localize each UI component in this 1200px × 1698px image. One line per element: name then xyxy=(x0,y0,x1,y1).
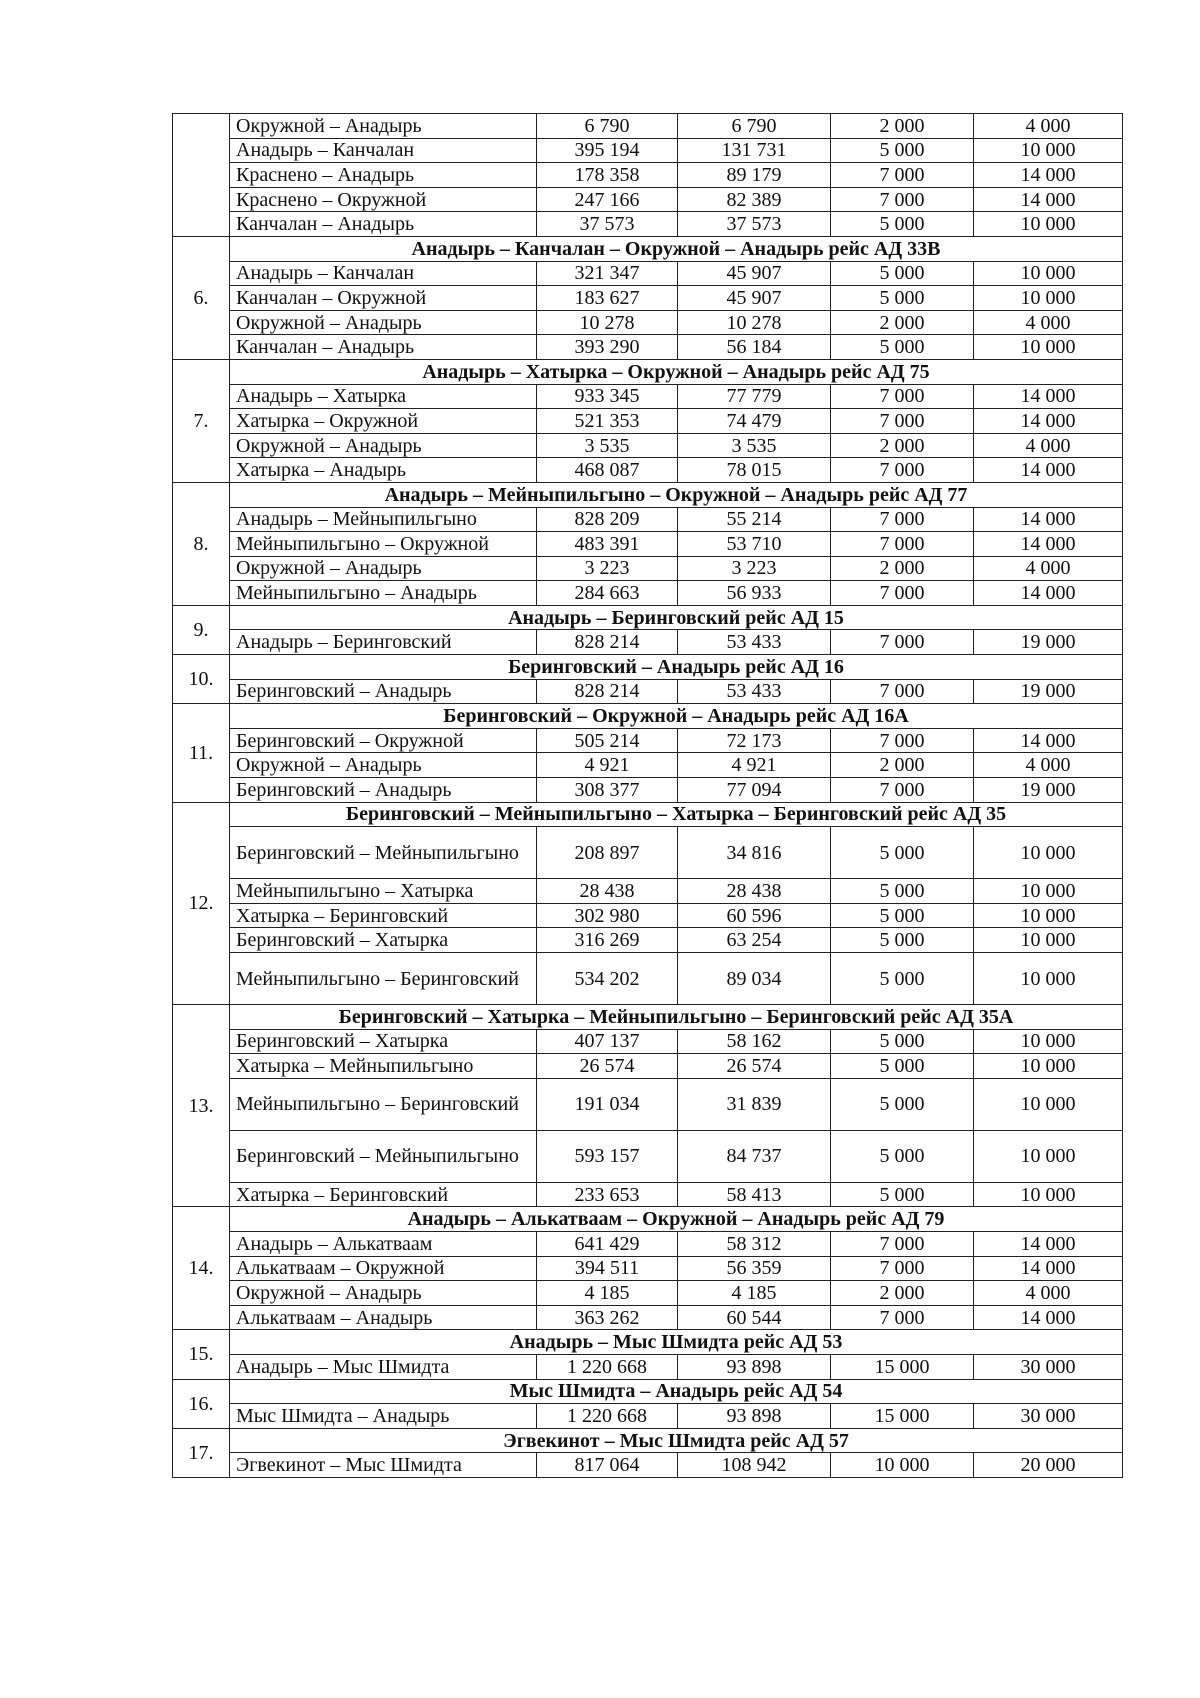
route-cell: Канчалан – Анадырь xyxy=(230,335,537,360)
fares-table xyxy=(172,113,1123,1478)
group-number: 10. xyxy=(173,655,230,704)
value-cell-v4: 10 000 xyxy=(974,953,1123,1005)
group-title: Мыс Шмидта – Анадырь рейс АД 54 xyxy=(230,1379,1123,1404)
value-cell-v4: 4 000 xyxy=(974,114,1123,139)
value-cell-v1: 208 897 xyxy=(537,827,678,879)
value-cell-v4: 4 000 xyxy=(974,310,1123,335)
value-cell-v4: 10 000 xyxy=(974,212,1123,237)
value-cell-v4: 4 000 xyxy=(974,556,1123,581)
value-cell-v4: 14 000 xyxy=(974,532,1123,557)
table-row xyxy=(173,1404,1123,1429)
value-cell-v2: 89 179 xyxy=(678,163,831,188)
table-row xyxy=(173,384,1123,409)
value-cell-v3: 7 000 xyxy=(831,409,974,434)
value-cell-v1: 3 223 xyxy=(537,556,678,581)
table-row xyxy=(173,953,1123,1005)
value-cell-v2: 58 413 xyxy=(678,1182,831,1207)
value-cell-v2: 60 596 xyxy=(678,903,831,928)
value-cell-v3: 5 000 xyxy=(831,286,974,311)
value-cell-v1: 316 269 xyxy=(537,928,678,953)
route-cell: Беринговский – Хатырка xyxy=(230,1029,537,1054)
value-cell-v1: 817 064 xyxy=(537,1453,678,1478)
group-title: Беринговский – Хатырка – Мейныпильгыно – Беринговский рейс АД 35А xyxy=(230,1005,1123,1030)
value-cell-v3: 5 000 xyxy=(831,335,974,360)
value-cell-v1: 933 345 xyxy=(537,384,678,409)
group-title-row xyxy=(173,605,1123,630)
route-cell: Хатырка – Анадырь xyxy=(230,458,537,483)
value-cell-v2: 84 737 xyxy=(678,1130,831,1182)
route-cell: Хатырка – Окружной xyxy=(230,409,537,434)
value-cell-v4: 14 000 xyxy=(974,187,1123,212)
value-cell-v1: 308 377 xyxy=(537,778,678,803)
value-cell-v2: 26 574 xyxy=(678,1054,831,1079)
value-cell-v1: 178 358 xyxy=(537,163,678,188)
route-cell: Окружной – Анадырь xyxy=(230,310,537,335)
table-row xyxy=(173,212,1123,237)
group-number: 12. xyxy=(173,802,230,1004)
table-row xyxy=(173,1078,1123,1130)
group-number: 7. xyxy=(173,359,230,482)
table-row xyxy=(173,1182,1123,1207)
route-cell: Беринговский – Окружной xyxy=(230,728,537,753)
table-row xyxy=(173,1453,1123,1478)
value-cell-v3: 7 000 xyxy=(831,1305,974,1330)
value-cell-v3: 2 000 xyxy=(831,753,974,778)
table-row xyxy=(173,879,1123,904)
value-cell-v2: 37 573 xyxy=(678,212,831,237)
value-cell-v2: 56 184 xyxy=(678,335,831,360)
route-cell: Беринговский – Анадырь xyxy=(230,778,537,803)
group-title-row xyxy=(173,359,1123,384)
value-cell-v1: 247 166 xyxy=(537,187,678,212)
value-cell-v2: 77 779 xyxy=(678,384,831,409)
value-cell-v1: 284 663 xyxy=(537,581,678,606)
value-cell-v2: 82 389 xyxy=(678,187,831,212)
table-row xyxy=(173,507,1123,532)
table-row xyxy=(173,753,1123,778)
route-cell: Анадырь – Мейныпильгыно xyxy=(230,507,537,532)
group-number: 9. xyxy=(173,605,230,654)
value-cell-v3: 5 000 xyxy=(831,1182,974,1207)
group-title-row xyxy=(173,1379,1123,1404)
value-cell-v1: 321 347 xyxy=(537,261,678,286)
value-cell-v2: 53 433 xyxy=(678,630,831,655)
table-row xyxy=(173,1029,1123,1054)
value-cell-v3: 15 000 xyxy=(831,1404,974,1429)
value-cell-v1: 10 278 xyxy=(537,310,678,335)
value-cell-v4: 10 000 xyxy=(974,1029,1123,1054)
value-cell-v3: 7 000 xyxy=(831,1256,974,1281)
table-row xyxy=(173,630,1123,655)
group-title-row xyxy=(173,704,1123,729)
value-cell-v3: 5 000 xyxy=(831,212,974,237)
value-cell-v1: 407 137 xyxy=(537,1029,678,1054)
value-cell-v3: 7 000 xyxy=(831,1231,974,1256)
value-cell-v2: 60 544 xyxy=(678,1305,831,1330)
route-cell: Анадырь – Алькатваам xyxy=(230,1231,537,1256)
table-row xyxy=(173,261,1123,286)
table-row xyxy=(173,409,1123,434)
table-row xyxy=(173,1354,1123,1379)
value-cell-v3: 7 000 xyxy=(831,187,974,212)
group-title: Анадырь – Мейныпильгыно – Окружной – Анадырь рейс АД 77 xyxy=(230,482,1123,507)
value-cell-v3: 7 000 xyxy=(831,679,974,704)
group-number: 15. xyxy=(173,1330,230,1379)
value-cell-v4: 14 000 xyxy=(974,728,1123,753)
value-cell-v3: 2 000 xyxy=(831,114,974,139)
group-title-row xyxy=(173,1207,1123,1232)
value-cell-v1: 394 511 xyxy=(537,1256,678,1281)
value-cell-v1: 183 627 xyxy=(537,286,678,311)
value-cell-v4: 19 000 xyxy=(974,630,1123,655)
route-cell: Беринговский – Анадырь xyxy=(230,679,537,704)
fares-table-body xyxy=(173,114,1123,1478)
value-cell-v4: 10 000 xyxy=(974,1130,1123,1182)
value-cell-v1: 393 290 xyxy=(537,335,678,360)
route-cell: Беринговский – Мейныпильгыно xyxy=(230,1130,537,1182)
route-cell: Краснено – Анадырь xyxy=(230,163,537,188)
route-cell: Хатырка – Беринговский xyxy=(230,903,537,928)
route-cell: Мейныпильгыно – Окружной xyxy=(230,532,537,557)
table-row xyxy=(173,903,1123,928)
value-cell-v1: 534 202 xyxy=(537,953,678,1005)
value-cell-v2: 56 359 xyxy=(678,1256,831,1281)
value-cell-v1: 4 921 xyxy=(537,753,678,778)
value-cell-v4: 10 000 xyxy=(974,1182,1123,1207)
table-row xyxy=(173,187,1123,212)
table-row xyxy=(173,928,1123,953)
group-number: 11. xyxy=(173,704,230,802)
value-cell-v3: 5 000 xyxy=(831,1130,974,1182)
table-row xyxy=(173,114,1123,139)
value-cell-v3: 7 000 xyxy=(831,507,974,532)
value-cell-v1: 828 214 xyxy=(537,630,678,655)
value-cell-v1: 302 980 xyxy=(537,903,678,928)
value-cell-v4: 19 000 xyxy=(974,778,1123,803)
value-cell-v2: 53 710 xyxy=(678,532,831,557)
value-cell-v3: 5 000 xyxy=(831,1054,974,1079)
table-row xyxy=(173,728,1123,753)
document-page xyxy=(172,113,1122,1478)
value-cell-v4: 10 000 xyxy=(974,138,1123,163)
value-cell-v2: 45 907 xyxy=(678,261,831,286)
value-cell-v2: 89 034 xyxy=(678,953,831,1005)
route-cell: Хатырка – Мейныпильгыно xyxy=(230,1054,537,1079)
value-cell-v4: 10 000 xyxy=(974,827,1123,879)
value-cell-v3: 5 000 xyxy=(831,827,974,879)
group-title: Анадырь – Мыс Шмидта рейс АД 53 xyxy=(230,1330,1123,1355)
group-title: Беринговский – Мейныпильгыно – Хатырка – Беринговский рейс АД 35 xyxy=(230,802,1123,827)
value-cell-v2: 58 312 xyxy=(678,1231,831,1256)
value-cell-v4: 4 000 xyxy=(974,433,1123,458)
route-cell: Окружной – Анадырь xyxy=(230,114,537,139)
group-title-row xyxy=(173,482,1123,507)
table-row xyxy=(173,1305,1123,1330)
table-row xyxy=(173,679,1123,704)
value-cell-v4: 19 000 xyxy=(974,679,1123,704)
value-cell-v1: 828 209 xyxy=(537,507,678,532)
value-cell-v1: 828 214 xyxy=(537,679,678,704)
value-cell-v3: 5 000 xyxy=(831,903,974,928)
route-cell: Алькатваам – Анадырь xyxy=(230,1305,537,1330)
value-cell-v4: 10 000 xyxy=(974,928,1123,953)
group-title: Анадырь – Беринговский рейс АД 15 xyxy=(230,605,1123,630)
table-row xyxy=(173,433,1123,458)
value-cell-v4: 30 000 xyxy=(974,1404,1123,1429)
value-cell-v4: 14 000 xyxy=(974,1305,1123,1330)
value-cell-v1: 483 391 xyxy=(537,532,678,557)
value-cell-v2: 10 278 xyxy=(678,310,831,335)
value-cell-v3: 7 000 xyxy=(831,728,974,753)
value-cell-v3: 2 000 xyxy=(831,1281,974,1306)
value-cell-v4: 20 000 xyxy=(974,1453,1123,1478)
table-row xyxy=(173,458,1123,483)
group-title: Анадырь – Канчалан – Окружной – Анадырь рейс АД 33В xyxy=(230,236,1123,261)
value-cell-v3: 2 000 xyxy=(831,556,974,581)
value-cell-v1: 1 220 668 xyxy=(537,1404,678,1429)
table-row xyxy=(173,310,1123,335)
value-cell-v2: 3 223 xyxy=(678,556,831,581)
value-cell-v4: 10 000 xyxy=(974,879,1123,904)
value-cell-v4: 10 000 xyxy=(974,903,1123,928)
table-row xyxy=(173,532,1123,557)
value-cell-v3: 2 000 xyxy=(831,433,974,458)
value-cell-v3: 7 000 xyxy=(831,581,974,606)
group-title-row xyxy=(173,1428,1123,1453)
value-cell-v3: 5 000 xyxy=(831,1078,974,1130)
value-cell-v2: 45 907 xyxy=(678,286,831,311)
value-cell-v1: 593 157 xyxy=(537,1130,678,1182)
group-number: 14. xyxy=(173,1207,230,1330)
value-cell-v1: 641 429 xyxy=(537,1231,678,1256)
table-row xyxy=(173,778,1123,803)
table-row xyxy=(173,286,1123,311)
value-cell-v4: 10 000 xyxy=(974,1054,1123,1079)
value-cell-v3: 5 000 xyxy=(831,138,974,163)
value-cell-v1: 468 087 xyxy=(537,458,678,483)
value-cell-v4: 14 000 xyxy=(974,1231,1123,1256)
value-cell-v2: 6 790 xyxy=(678,114,831,139)
value-cell-v3: 5 000 xyxy=(831,879,974,904)
group-title: Анадырь – Хатырка – Окружной – Анадырь рейс АД 75 xyxy=(230,359,1123,384)
value-cell-v1: 28 438 xyxy=(537,879,678,904)
table-row xyxy=(173,1130,1123,1182)
route-cell: Анадырь – Хатырка xyxy=(230,384,537,409)
value-cell-v2: 55 214 xyxy=(678,507,831,532)
value-cell-v2: 3 535 xyxy=(678,433,831,458)
table-row xyxy=(173,556,1123,581)
group-number xyxy=(173,114,230,237)
table-row xyxy=(173,138,1123,163)
route-cell: Мыс Шмидта – Анадырь xyxy=(230,1404,537,1429)
value-cell-v3: 15 000 xyxy=(831,1354,974,1379)
value-cell-v3: 7 000 xyxy=(831,458,974,483)
route-cell: Краснено – Окружной xyxy=(230,187,537,212)
route-cell: Окружной – Анадырь xyxy=(230,556,537,581)
route-cell: Хатырка – Беринговский xyxy=(230,1182,537,1207)
value-cell-v1: 1 220 668 xyxy=(537,1354,678,1379)
table-row xyxy=(173,581,1123,606)
value-cell-v2: 31 839 xyxy=(678,1078,831,1130)
value-cell-v4: 14 000 xyxy=(974,458,1123,483)
value-cell-v1: 395 194 xyxy=(537,138,678,163)
value-cell-v3: 5 000 xyxy=(831,1029,974,1054)
value-cell-v3: 7 000 xyxy=(831,630,974,655)
value-cell-v3: 10 000 xyxy=(831,1453,974,1478)
group-title-row xyxy=(173,1330,1123,1355)
value-cell-v1: 505 214 xyxy=(537,728,678,753)
route-cell: Мейныпильгыно – Беринговский xyxy=(230,1078,537,1130)
value-cell-v4: 4 000 xyxy=(974,1281,1123,1306)
group-number: 6. xyxy=(173,236,230,359)
value-cell-v4: 10 000 xyxy=(974,286,1123,311)
table-row xyxy=(173,163,1123,188)
route-cell: Анадырь – Канчалан xyxy=(230,261,537,286)
value-cell-v3: 2 000 xyxy=(831,310,974,335)
route-cell: Окружной – Анадырь xyxy=(230,433,537,458)
route-cell: Канчалан – Анадырь xyxy=(230,212,537,237)
value-cell-v4: 30 000 xyxy=(974,1354,1123,1379)
route-cell: Мейныпильгыно – Анадырь xyxy=(230,581,537,606)
group-title: Беринговский – Окружной – Анадырь рейс АД 16А xyxy=(230,704,1123,729)
value-cell-v2: 108 942 xyxy=(678,1453,831,1478)
route-cell: Беринговский – Мейныпильгыно xyxy=(230,827,537,879)
value-cell-v1: 6 790 xyxy=(537,114,678,139)
group-title-row xyxy=(173,1005,1123,1030)
value-cell-v2: 72 173 xyxy=(678,728,831,753)
value-cell-v1: 26 574 xyxy=(537,1054,678,1079)
value-cell-v2: 93 898 xyxy=(678,1354,831,1379)
value-cell-v3: 5 000 xyxy=(831,928,974,953)
table-row xyxy=(173,1256,1123,1281)
group-title: Беринговский – Анадырь рейс АД 16 xyxy=(230,655,1123,680)
value-cell-v1: 37 573 xyxy=(537,212,678,237)
group-number: 16. xyxy=(173,1379,230,1428)
value-cell-v1: 4 185 xyxy=(537,1281,678,1306)
value-cell-v2: 56 933 xyxy=(678,581,831,606)
route-cell: Канчалан – Окружной xyxy=(230,286,537,311)
value-cell-v1: 363 262 xyxy=(537,1305,678,1330)
value-cell-v4: 14 000 xyxy=(974,581,1123,606)
value-cell-v4: 14 000 xyxy=(974,507,1123,532)
value-cell-v3: 5 000 xyxy=(831,953,974,1005)
value-cell-v4: 4 000 xyxy=(974,753,1123,778)
value-cell-v4: 14 000 xyxy=(974,163,1123,188)
value-cell-v4: 14 000 xyxy=(974,384,1123,409)
route-cell: Анадырь – Беринговский xyxy=(230,630,537,655)
value-cell-v4: 14 000 xyxy=(974,1256,1123,1281)
route-cell: Эгвекинот – Мыс Шмидта xyxy=(230,1453,537,1478)
value-cell-v2: 77 094 xyxy=(678,778,831,803)
group-title-row xyxy=(173,236,1123,261)
group-title-row xyxy=(173,655,1123,680)
group-title-row xyxy=(173,802,1123,827)
value-cell-v3: 7 000 xyxy=(831,384,974,409)
value-cell-v3: 5 000 xyxy=(831,261,974,286)
value-cell-v4: 10 000 xyxy=(974,1078,1123,1130)
value-cell-v1: 191 034 xyxy=(537,1078,678,1130)
group-title: Анадырь – Алькатваам – Окружной – Анадырь рейс АД 79 xyxy=(230,1207,1123,1232)
value-cell-v2: 78 015 xyxy=(678,458,831,483)
value-cell-v2: 28 438 xyxy=(678,879,831,904)
value-cell-v2: 63 254 xyxy=(678,928,831,953)
value-cell-v1: 521 353 xyxy=(537,409,678,434)
route-cell: Окружной – Анадырь xyxy=(230,753,537,778)
value-cell-v2: 53 433 xyxy=(678,679,831,704)
group-number: 13. xyxy=(173,1005,230,1207)
route-cell: Окружной – Анадырь xyxy=(230,1281,537,1306)
route-cell: Анадырь – Мыс Шмидта xyxy=(230,1354,537,1379)
value-cell-v4: 10 000 xyxy=(974,335,1123,360)
route-cell: Беринговский – Хатырка xyxy=(230,928,537,953)
value-cell-v2: 131 731 xyxy=(678,138,831,163)
value-cell-v2: 34 816 xyxy=(678,827,831,879)
value-cell-v3: 7 000 xyxy=(831,532,974,557)
route-cell: Анадырь – Канчалан xyxy=(230,138,537,163)
value-cell-v4: 14 000 xyxy=(974,409,1123,434)
value-cell-v2: 4 185 xyxy=(678,1281,831,1306)
value-cell-v2: 93 898 xyxy=(678,1404,831,1429)
table-row xyxy=(173,1281,1123,1306)
value-cell-v2: 58 162 xyxy=(678,1029,831,1054)
table-row xyxy=(173,827,1123,879)
value-cell-v3: 7 000 xyxy=(831,778,974,803)
value-cell-v2: 4 921 xyxy=(678,753,831,778)
group-title: Эгвекинот – Мыс Шмидта рейс АД 57 xyxy=(230,1428,1123,1453)
value-cell-v4: 10 000 xyxy=(974,261,1123,286)
group-number: 17. xyxy=(173,1428,230,1477)
route-cell: Алькатваам – Окружной xyxy=(230,1256,537,1281)
route-cell: Мейныпильгыно – Хатырка xyxy=(230,879,537,904)
route-cell: Мейныпильгыно – Беринговский xyxy=(230,953,537,1005)
group-number: 8. xyxy=(173,482,230,605)
value-cell-v1: 233 653 xyxy=(537,1182,678,1207)
value-cell-v2: 74 479 xyxy=(678,409,831,434)
value-cell-v1: 3 535 xyxy=(537,433,678,458)
table-row xyxy=(173,335,1123,360)
table-row xyxy=(173,1054,1123,1079)
value-cell-v3: 7 000 xyxy=(831,163,974,188)
table-row xyxy=(173,1231,1123,1256)
